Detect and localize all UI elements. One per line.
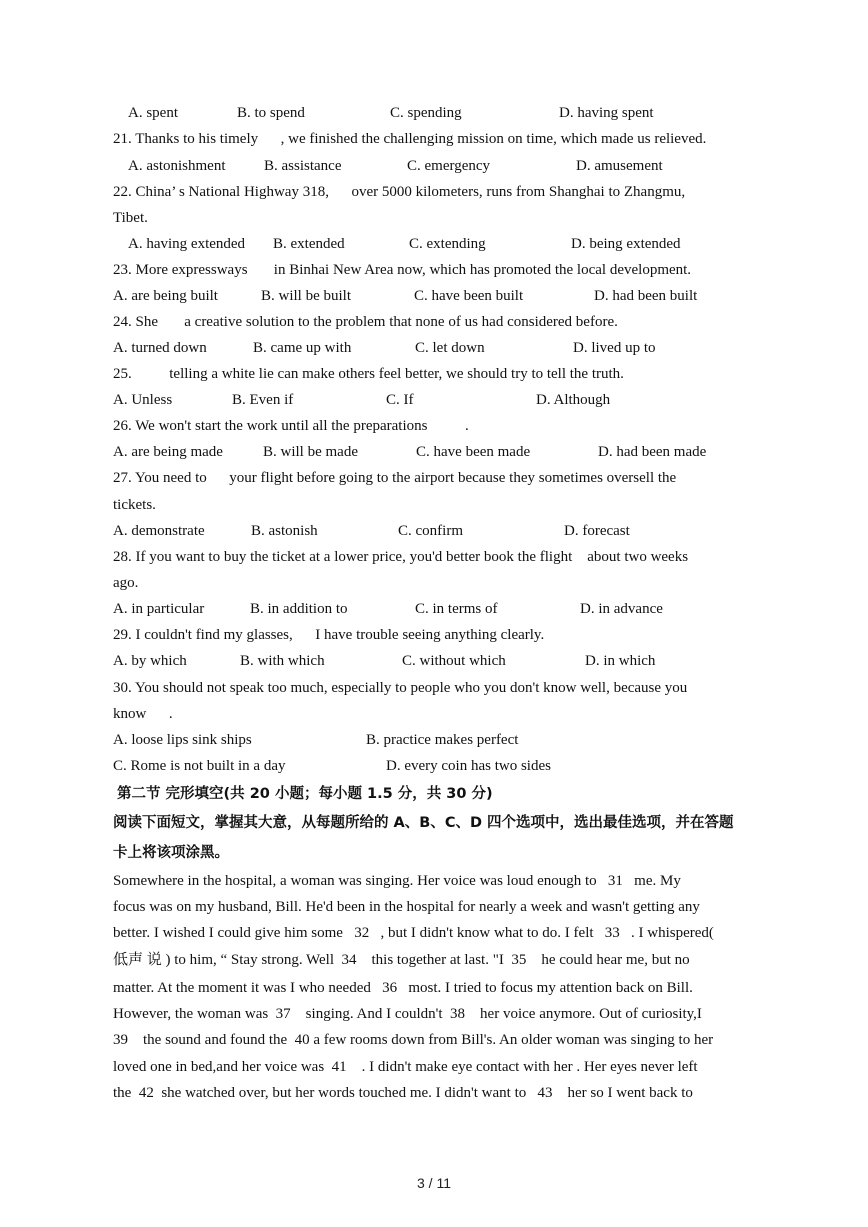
q27-option-d: D. forecast: [564, 523, 630, 539]
q24-option-b: B. came up with: [253, 340, 352, 356]
q30-option-c: C. Rome is not built in a day: [113, 758, 286, 774]
q28-stem: 28. If you want to buy the ticket at a lower price, you'd better book the flight about two weeks: [113, 549, 689, 565]
q29-stem: 29. I couldn't find my glasses, I have trouble seeing anything clearly.: [113, 627, 545, 643]
q30-stem: 30. You should not speak too much, especially to people who you don't know well, because you: [113, 680, 688, 696]
q23-option-c: C. have been built: [414, 288, 524, 304]
q28-option-a: A. in particular: [113, 601, 205, 617]
q29-option-b: B. with which: [240, 653, 325, 669]
q20-option-b: B. to spend: [237, 105, 305, 121]
q26-option-b: B. will be made: [263, 444, 358, 460]
instructions-line-2: 卡上将该项涂黑。: [113, 845, 229, 861]
section-title: 第二节 完形填空(共 20 小题；每小题 1.5 分，共 30 分): [117, 786, 493, 802]
passage-line-1: Somewhere in the hospital, a woman was singing. Her voice was loud enough to 31 me. My: [113, 873, 681, 889]
q27-stem-cont: tickets.: [113, 497, 156, 513]
q28-option-b: B. in addition to: [250, 601, 348, 617]
q29-option-a: A. by which: [113, 653, 187, 669]
q27-option-a: A. demonstrate: [113, 523, 205, 539]
q23-option-d: D. had been built: [594, 288, 698, 304]
q29-option-d: D. in which: [585, 653, 656, 669]
q20-option-d: D. having spent: [559, 105, 654, 121]
q21-stem: 21. Thanks to his timely , we finished the challenging mission on time, which made us relieved.: [113, 131, 707, 147]
q24-option-c: C. let down: [415, 340, 485, 356]
passage-line-6: However, the woman was 37 singing. And I couldn't 38 her voice anymore. Out of curiosity,I: [113, 1006, 702, 1022]
q20-option-a: A. spent: [128, 105, 178, 121]
q22-option-b: B. extended: [273, 236, 345, 252]
q22-stem: 22. China’ s National Highway 318, over 5000 kilometers, runs from Shanghai to Zhangmu,: [113, 184, 686, 200]
q27-option-c: C. confirm: [398, 523, 463, 539]
q28-stem-cont: ago.: [113, 575, 139, 591]
q30-stem-cont: know .: [113, 706, 173, 722]
q24-option-a: A. turned down: [113, 340, 207, 356]
q25-option-b: B. Even if: [232, 392, 294, 408]
q26-option-c: C. have been made: [416, 444, 531, 460]
q23-option-b: B. will be built: [261, 288, 351, 304]
q24-option-d: D. lived up to: [573, 340, 656, 356]
q20-option-c: C. spending: [390, 105, 462, 121]
passage-line-4: 低声 说 ) to him, “ Stay strong. Well 34 this together at last. "I 35 he could hear me, but no: [113, 952, 690, 968]
q24-stem: 24. She a creative solution to the problem that none of us had considered before.: [113, 314, 618, 330]
q26-option-d: D. had been made: [598, 444, 707, 460]
q22-option-c: C. extending: [409, 236, 486, 252]
q21-option-d: D. amusement: [576, 158, 663, 174]
q29-option-c: C. without which: [402, 653, 506, 669]
q25-stem: 25. telling a white lie can make others feel better, we should try to tell the truth.: [113, 366, 624, 382]
q26-option-a: A. are being made: [113, 444, 223, 460]
q22-option-a: A. having extended: [128, 236, 246, 252]
q22-stem-cont: Tibet.: [113, 210, 148, 226]
q21-option-c: C. emergency: [407, 158, 491, 174]
page-number: 3 / 11: [417, 1175, 451, 1191]
q23-stem: 23. More expressways in Binhai New Area now, which has promoted the local development.: [113, 262, 692, 278]
q25-option-d: D. Although: [536, 392, 611, 408]
q21-option-b: B. assistance: [264, 158, 342, 174]
passage-line-5: matter. At the moment it was I who needed 36 most. I tried to focus my attention back on Bill.: [113, 980, 693, 996]
q25-option-a: A. Unless: [113, 392, 173, 408]
q26-stem: 26. We won't start the work until all the preparations .: [113, 418, 469, 434]
passage-line-8: loved one in bed,and her voice was 41 . I didn't make eye contact with her . Her eyes never left: [113, 1059, 698, 1075]
q28-option-d: D. in advance: [580, 601, 663, 617]
q27-option-b: B. astonish: [251, 523, 318, 539]
q27-stem: 27. You need to your flight before going to the airport because they sometimes oversell the: [113, 470, 677, 486]
q21-option-a: A. astonishment: [128, 158, 226, 174]
q22-option-d: D. being extended: [571, 236, 681, 252]
passage-line-9: the 42 she watched over, but her words touched me. I didn't want to 43 her so I went back to: [113, 1085, 693, 1101]
q23-option-a: A. are being built: [113, 288, 218, 304]
instructions-line-1: 阅读下面短文，掌握其大意，从每题所给的 A、B、C、D 四个选项中，选出最佳选项，并在答题: [113, 815, 734, 831]
q30-option-b: B. practice makes perfect: [366, 732, 519, 748]
q30-option-a: A. loose lips sink ships: [113, 732, 252, 748]
q25-option-c: C. If: [386, 392, 414, 408]
q28-option-c: C. in terms of: [415, 601, 498, 617]
passage-line-3: better. I wished I could give him some 32 , but I didn't know what to do. I felt 33 . I whispered(: [113, 925, 714, 941]
passage-line-7: 39 the sound and found the 40 a few rooms down from Bill's. An older woman was singing to her: [113, 1032, 714, 1048]
q30-option-d: D. every coin has two sides: [386, 758, 551, 774]
passage-line-2: focus was on my husband, Bill. He'd been in the hospital for nearly a week and wasn't getting any: [113, 899, 700, 915]
